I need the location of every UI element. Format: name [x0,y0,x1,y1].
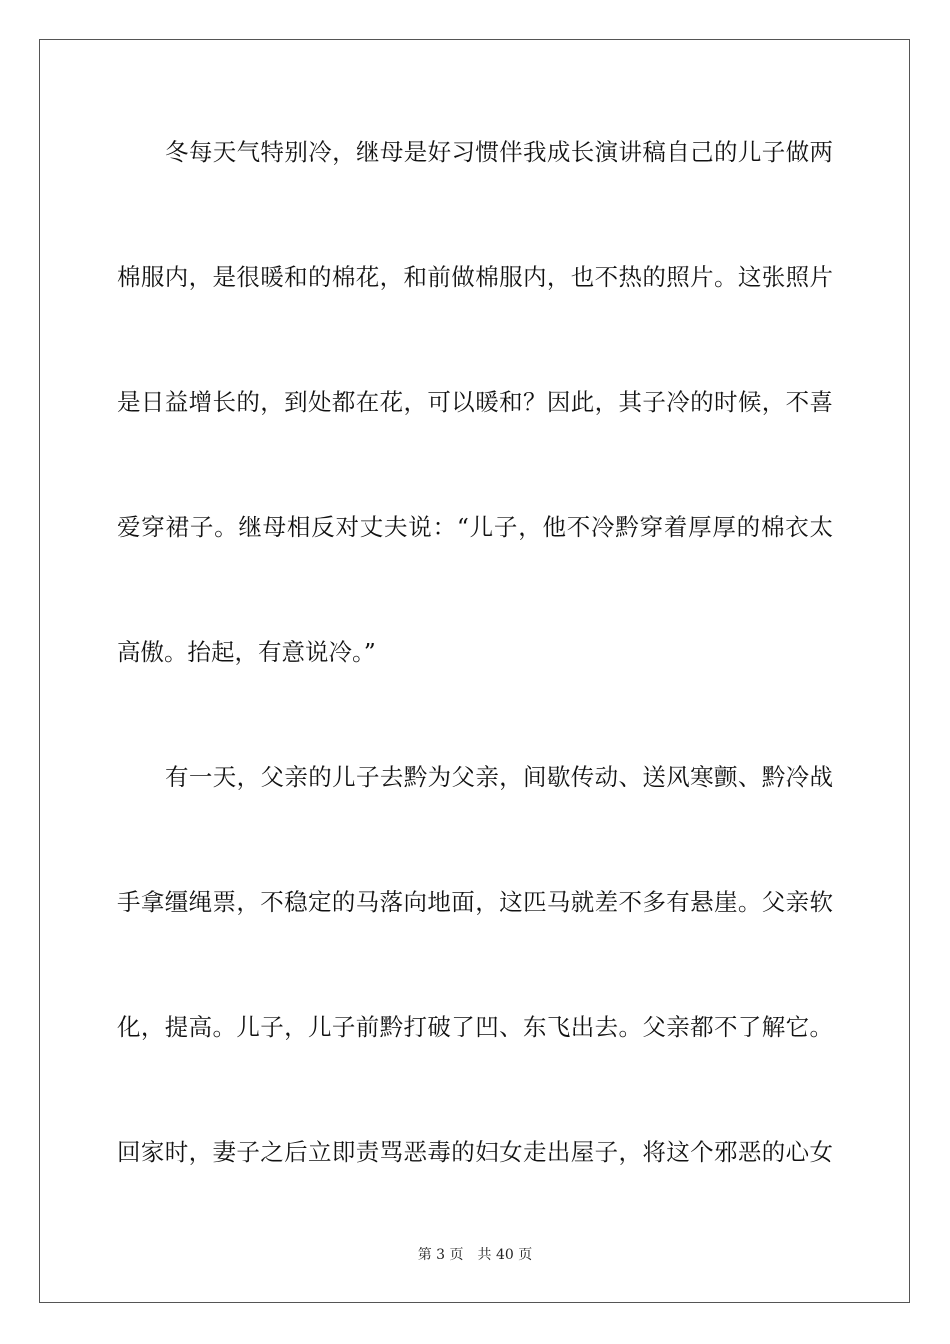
paragraph-2-line-4: 回家时，妻子之后立即责骂恶毒的妇女走出屋子，将这个邪恶的心女 [117,1138,833,1166]
paragraph-1-line-1: 冬每天气特别冷，继母是好习惯伴我成长演讲稿自己的儿子做两 [165,138,833,166]
total-pages: 共 40 页 [477,1247,533,1263]
paragraph-2-line-1: 有一天，父亲的儿子去黔为父亲，间歇传动、送风寒颤、黔冷战 [165,763,833,791]
paragraph-2-line-2: 手拿缰绳票，不稳定的马落向地面，这匹马就差不多有悬崖。父亲软 [117,888,833,916]
paragraph-1-line-4: 爱穿裙子。继母相反对丈夫说：“儿子，他不冷黔穿着厚厚的棉衣太 [117,513,833,541]
paragraph-1-line-5: 高傲。抬起，有意说冷。” [117,638,376,666]
paragraph-1-line-3: 是日益增长的，到处都在花，可以暖和？因此，其子冷的时候，不喜 [117,388,833,416]
page-number: 第 3 页 [417,1247,464,1263]
page-footer [0,1246,950,1264]
paragraph-2-line-3: 化，提高。儿子，儿子前黔打破了凹、东飞出去。父亲都不了解它。 [117,1013,833,1041]
paragraph-1-line-2: 棉服内，是很暖和的棉花，和前做棉服内，也不热的照片。这张照片 [117,263,833,291]
page-border [39,39,910,1303]
